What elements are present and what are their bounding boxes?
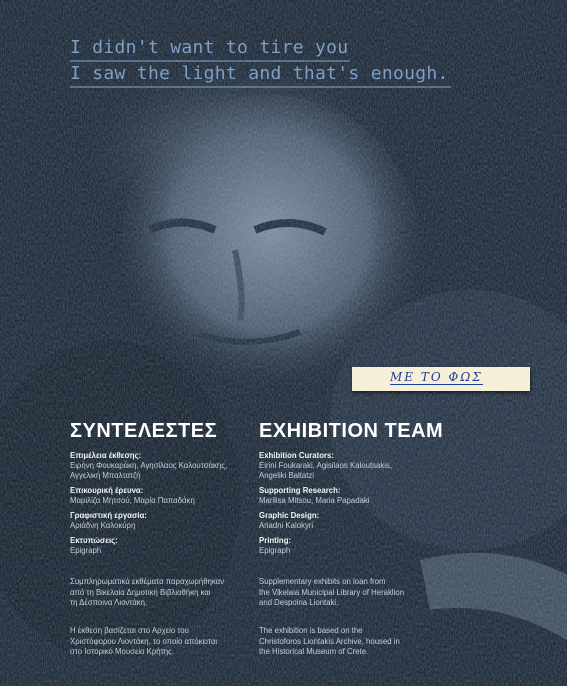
english-paragraph-loans: Supplementary exhibits on loan from the Vikelaia Municipal Library of Heraklion and Despoina Liontaki. bbox=[259, 577, 405, 607]
greek-heading: ΣΥΝΤΕΛΕΣΤΕΣ bbox=[70, 420, 218, 442]
quote-line-1: I didn't want to tire you bbox=[70, 36, 350, 62]
greek-role-design: Γραφιστική εργασία: bbox=[70, 511, 147, 520]
english-names-curators: Eirini Foukaraki, Agisilaos Kaloutsakis, Angeliki Baltatzi bbox=[259, 461, 393, 480]
greek-credits bbox=[70, 420, 240, 561]
greek-role-printing: Εκτυπώσεις: bbox=[70, 536, 118, 545]
greek-names-design: Αριάδνη Καλοκύρη bbox=[70, 521, 136, 530]
quote-line-2: I saw the light and that's enough. bbox=[70, 62, 451, 88]
english-role-printing: Printing: bbox=[259, 536, 292, 545]
note-text: ΜΕ ΤΟ ΦΩΣ bbox=[390, 370, 483, 384]
english-paragraph-archive: The exhibition is based on the Christoforos Liontakis Archive, housed in the Historical Museum of Crete. bbox=[259, 626, 400, 656]
english-credits bbox=[259, 420, 449, 561]
english-names-design: Ariadni Kalokyri bbox=[259, 521, 314, 530]
greek-role-curators: Επιμέλεια έκθεσης: bbox=[70, 451, 142, 460]
greek-names-curators: Ειρήνη Φουκαράκη, Αγησίλαος Καλουτσάκης, Αγγελική Μπαλτατζή bbox=[70, 461, 228, 480]
quote bbox=[70, 36, 451, 88]
handwritten-note bbox=[352, 367, 530, 391]
english-role-design: Graphic Design: bbox=[259, 511, 320, 520]
english-role-research: Supporting Research: bbox=[259, 486, 341, 495]
greek-names-research: Μαριλίζα Μητσού, Μαρία Παπαδάκη bbox=[70, 496, 195, 505]
greek-names-printing: Epigraph bbox=[70, 546, 102, 555]
greek-role-research: Επικουρική έρευνα: bbox=[70, 486, 144, 495]
english-role-curators: Exhibition Curators: bbox=[259, 451, 334, 460]
greek-paragraph-archive: Η έκθεση βασίζεται στο Αρχείο του Χριστόφορου Λιοντάκη, το οποίο απόκειται στο Ιστορικό Μουσείο Κρήτης. bbox=[70, 626, 218, 656]
greek-paragraph-loans: Συμπληρωματικά εκθέματα παραχωρήθηκαν από τη Βικελαία Δημοτική Βιβλιοθήκη και τη Δέσποινα Λιοντάκη. bbox=[70, 577, 225, 607]
english-names-research: Marilisa Mitsou, Maria Papadaki bbox=[259, 496, 370, 505]
english-names-printing: Epigraph bbox=[259, 546, 291, 555]
english-heading: EXHIBITION TEAM bbox=[259, 420, 444, 442]
